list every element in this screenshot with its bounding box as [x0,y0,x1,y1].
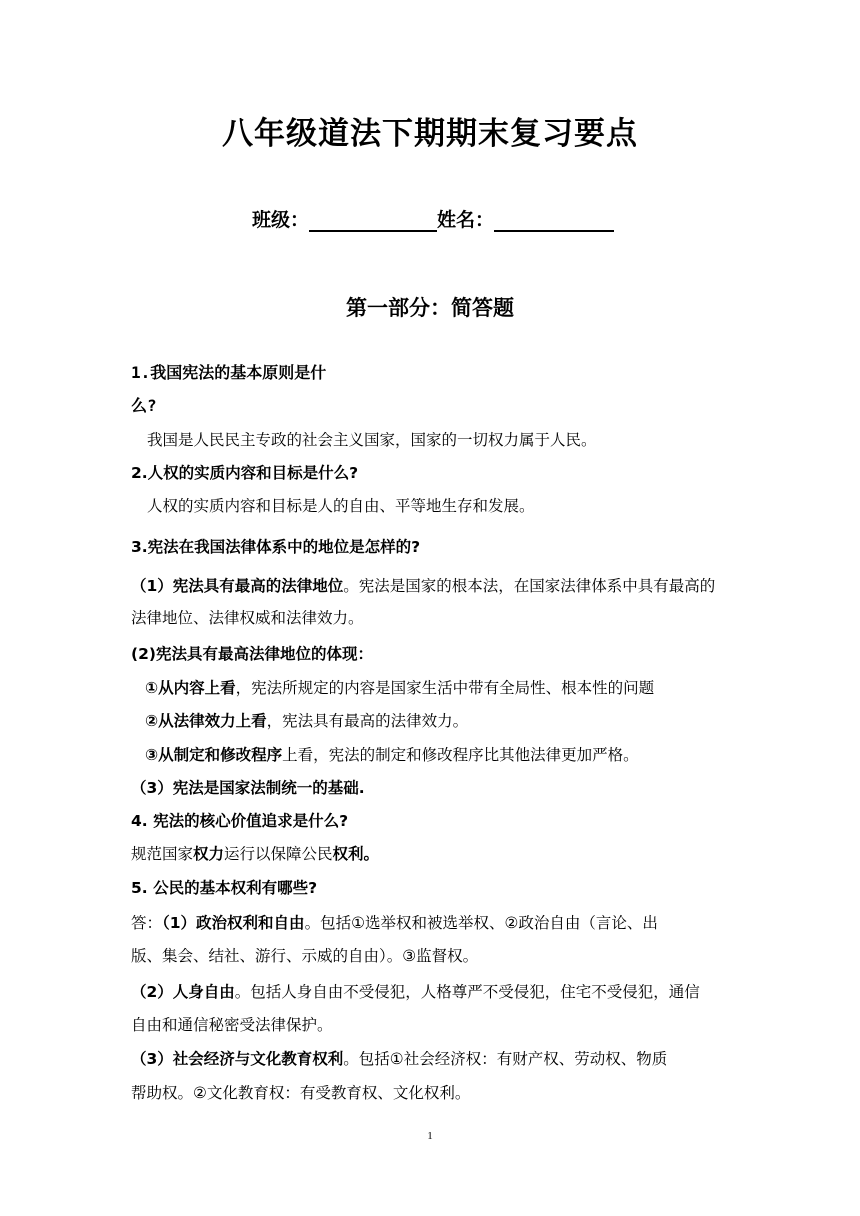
q5-answer1-line2: 版、集会、结社、游行、示威的自由）。③监督权。 [131,947,479,965]
q3-point2: (2)宪法具有最高法律地位的体现： [131,645,373,663]
q2-question: 2.人权的实质内容和目标是什么? [131,464,359,482]
q2-answer: 人权的实质内容和目标是人的自由、平等地生存和发展。 [147,497,535,515]
q5-answer2-text: 。包括人身自由不受侵犯，人格尊严不受侵犯，住宅不受侵犯，通信 [234,983,700,1001]
q3-point2-a-text: ，宪法所规定的内容是国家生活中带有全局性、根本性的问题 [235,679,655,697]
name-blank[interactable] [494,208,614,232]
student-info-line [252,205,614,232]
q4-answer-part-c: 运行以保障公民 [224,845,333,863]
q5-answer3 [131,1047,667,1069]
q3-point2-a-heading: ①从内容上看 [145,679,236,697]
q5-answer-prefix: 答： [131,914,163,932]
document-title: 八年级道法下期期末复习要点 [222,116,638,152]
q1-question-line1: 1.我国宪法的基本原则是什 [131,363,327,382]
section-title: 第一部分：简答题 [346,296,514,320]
q1-answer: 我国是人民民主专政的社会主义国家，国家的一切权力属于人民。 [147,431,597,449]
class-blank[interactable] [309,208,437,232]
q5-answer2 [131,980,700,1002]
q5-answer1 [131,911,658,933]
q5-answer3-text: 。包括①社会经济权：有财产权、劳动权、物质 [343,1050,668,1068]
q3-point1 [131,574,715,596]
q5-question: 5. 公民的基本权利有哪些? [131,879,318,897]
q5-answer1-heading: （1）政治权利和自由 [162,914,305,932]
name-label: 姓名： [437,209,495,231]
q4-answer [131,842,379,864]
q3-point1-line2: 法律地位、法律权威和法律效力。 [131,609,364,627]
q3-point2-b [145,709,468,731]
q4-answer-power: 权力 [193,845,225,863]
page-number: 1 [427,1130,433,1142]
q4-answer-part-a: 规范国家 [131,845,194,863]
q1-question-line2: 么? [131,396,157,415]
q5-answer1-text: 。包括①选举权和被选举权、②政治自由（言论、出 [304,914,658,932]
q4-answer-rights: 权利。 [332,845,380,863]
q5-answer2-heading: （2）人身自由 [131,983,235,1001]
q3-point2-b-text: ，宪法具有最高的法律效力。 [266,712,469,730]
q3-question: 3.宪法在我国法律体系中的地位是怎样的? [131,538,421,556]
class-label: 班级： [252,209,310,231]
q3-point2-c [145,743,639,765]
q5-answer3-line2: 帮助权。②文化教育权：有受教育权、文化权利。 [131,1084,471,1102]
q3-point2-c-heading: ③从制定和修改程序 [145,746,283,764]
q3-point1-text: 。宪法是国家的根本法，在国家法律体系中具有最高的 [343,577,716,595]
q5-answer3-heading: （3）社会经济与文化教育权利 [131,1050,344,1068]
q5-answer2-line2: 自由和通信秘密受法律保护。 [131,1016,333,1034]
q3-point1-heading: （1）宪法具有最高的法律地位 [131,577,344,595]
q4-question: 4. 宪法的核心价值追求是什么? [131,812,349,830]
q3-point2-a [145,676,654,698]
q3-point3: （3）宪法是国家法制统一的基础. [131,779,365,797]
q3-point2-c-text: 上看，宪法的制定和修改程序比其他法律更加严格。 [282,746,639,764]
q3-point2-b-heading: ②从法律效力上看 [145,712,267,730]
